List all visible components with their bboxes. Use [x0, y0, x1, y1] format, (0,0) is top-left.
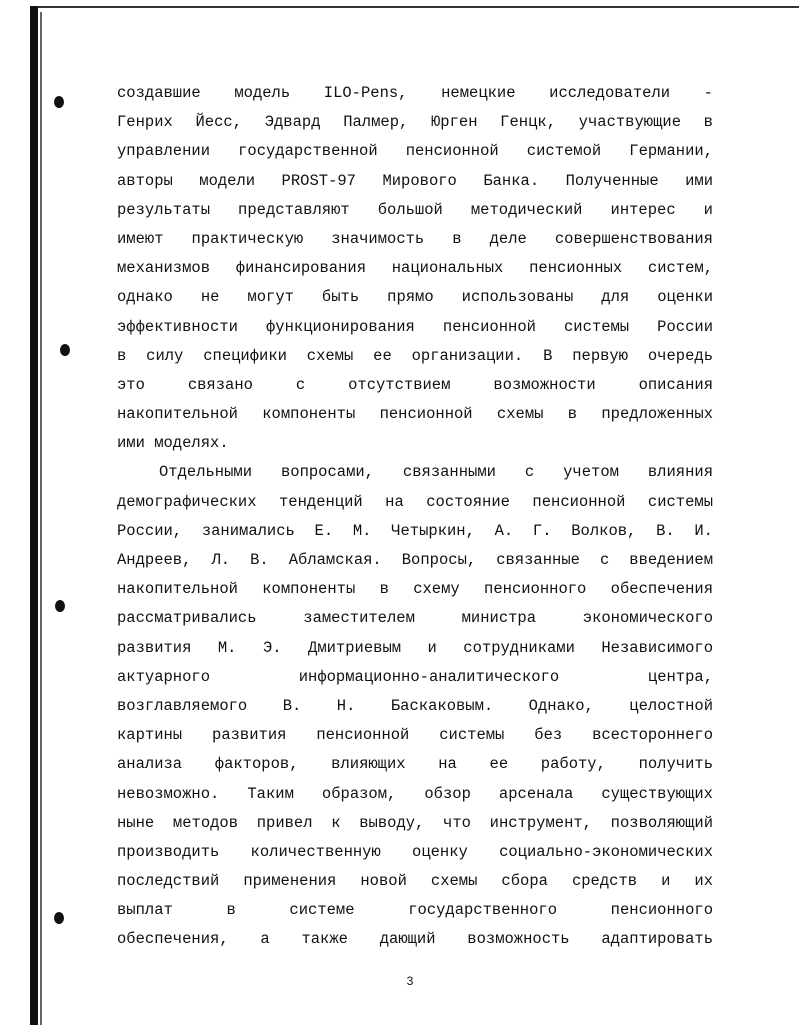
punch-hole-mark — [60, 344, 70, 356]
text-line: управлении государственной пенсионной системой Германии, — [117, 142, 713, 161]
text-line: имеют практическую значимость в деле совершенствования — [117, 229, 713, 248]
text-line: рассматривались заместителем министра экономического — [117, 609, 713, 628]
text-line: Генрих Йесс, Эдвард Палмер, Юрген Генцк, участвующие в — [117, 113, 713, 132]
text-line: механизмов финансирования национальных пенсионных систем, — [117, 259, 713, 278]
text-line: последствий применения новой схемы сбора средств и их — [117, 872, 713, 891]
text-line: развития М. Э. Дмитриевым и сотрудниками Независимого — [117, 638, 713, 657]
text-line: эффективности функционирования пенсионной системы России — [117, 317, 713, 336]
punch-hole-mark — [54, 912, 64, 924]
page-number: 3 — [406, 974, 414, 988]
text-line: картины развития пенсионной системы без всестороннего — [117, 726, 713, 745]
text-line: обеспечения, а также дающий возможность адаптировать — [117, 930, 713, 949]
scan-edge-top — [30, 6, 799, 8]
text-line: накопительной компоненты в схему пенсионного обеспечения — [117, 580, 713, 599]
text-line: Отдельными вопросами, связанными с учетом влияния — [159, 463, 713, 482]
text-line: авторы модели PROST-97 Мирового Банка. Полученные ими — [117, 171, 713, 190]
punch-hole-mark — [55, 600, 65, 612]
text-line: Андреев, Л. В. Абламская. Вопросы, связанные с введением — [117, 551, 713, 569]
text-line: в силу специфики схемы ее организации. В первую очередь — [117, 346, 713, 365]
scan-edge-left — [30, 6, 38, 1025]
text-line: создавшие модель ILO-Pens, немецкие исследователи - — [117, 84, 713, 102]
text-line: однако не могут быть прямо использованы для оценки — [117, 288, 713, 307]
text-line: возглавляемого В. Н. Баскаковым. Однако, целостной — [117, 696, 713, 715]
text-line: выплат в системе государственного пенсионного — [117, 901, 713, 920]
punch-hole-mark — [54, 96, 64, 108]
text-line: накопительной компоненты пенсионной схемы в предложенных — [117, 405, 713, 424]
text-line: результаты представляют большой методический интерес и — [117, 200, 713, 219]
text-line: ими моделях. — [117, 434, 229, 453]
text-line: невозможно. Таким образом, обзор арсенала существующих — [117, 784, 713, 803]
body-text — [117, 79, 713, 955]
scan-edge-left-inner — [40, 12, 42, 1025]
text-line: анализа факторов, влияющих на ее работу, получить — [117, 755, 713, 774]
text-line: ныне методов привел к выводу, что инструмент, позволяющий — [117, 813, 713, 832]
text-line: демографических тенденций на состояние пенсионной системы — [117, 492, 713, 511]
text-line: актуарного информационно-аналитического центра, — [117, 667, 713, 686]
text-line: России, занимались Е. М. Четыркин, А. Г. Волков, В. И. — [117, 521, 713, 540]
text-line: это связано с отсутствием возможности описания — [117, 375, 713, 394]
text-line: производить количественную оценку социально-экономических — [117, 842, 713, 861]
